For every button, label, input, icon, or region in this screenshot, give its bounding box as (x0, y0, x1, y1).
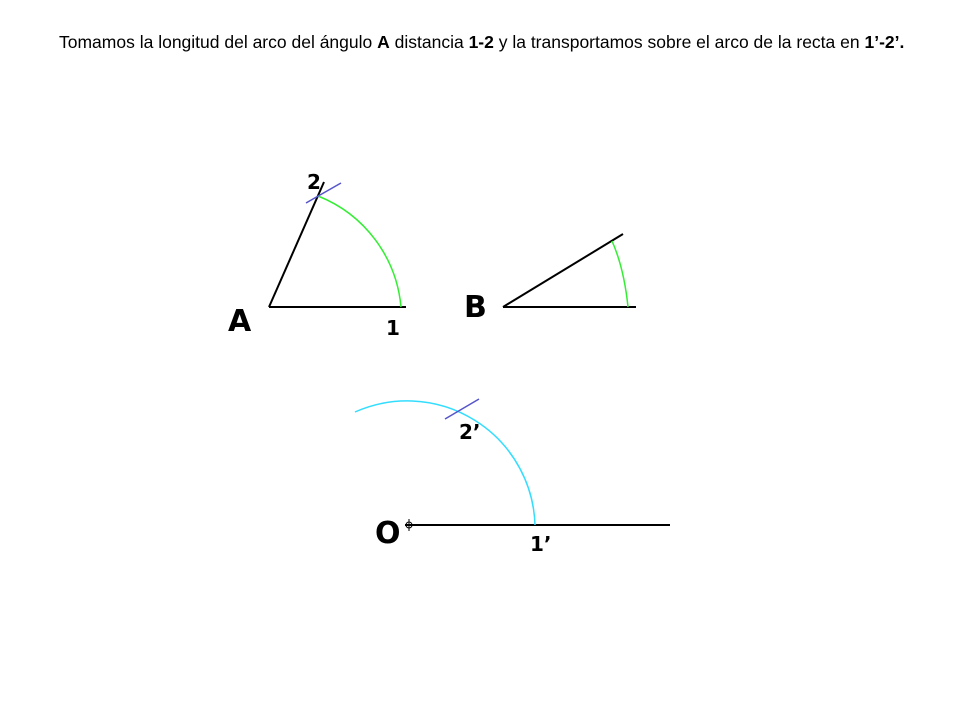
label-2: 2 (307, 170, 321, 194)
label-1-prime: 1’ (530, 532, 552, 556)
caption-distance-label: 1-2 (468, 32, 494, 52)
angle-b-figure (464, 234, 636, 325)
transport-figure (355, 399, 670, 556)
angle-a-arc (318, 196, 401, 307)
label-2-prime: 2’ (459, 420, 481, 444)
label-1: 1 (386, 316, 400, 340)
caption-transport-label: 1’-2’. (864, 32, 905, 52)
angle-a-side-line (269, 182, 324, 307)
label-b: B (464, 290, 487, 325)
caption-angle-label: A (377, 32, 390, 52)
label-o: O (375, 516, 401, 551)
caption-text: Tomamos la longitud del arco del ángulo A distancia 1-2 y la transportamos sobre el arco de la recta en 1’-2’. (59, 32, 905, 52)
angle-b-arc (612, 241, 628, 307)
label-a: A (228, 304, 252, 339)
angle-b-side-line (503, 234, 623, 307)
transport-arc (355, 401, 535, 525)
angle-a-figure (228, 170, 406, 340)
